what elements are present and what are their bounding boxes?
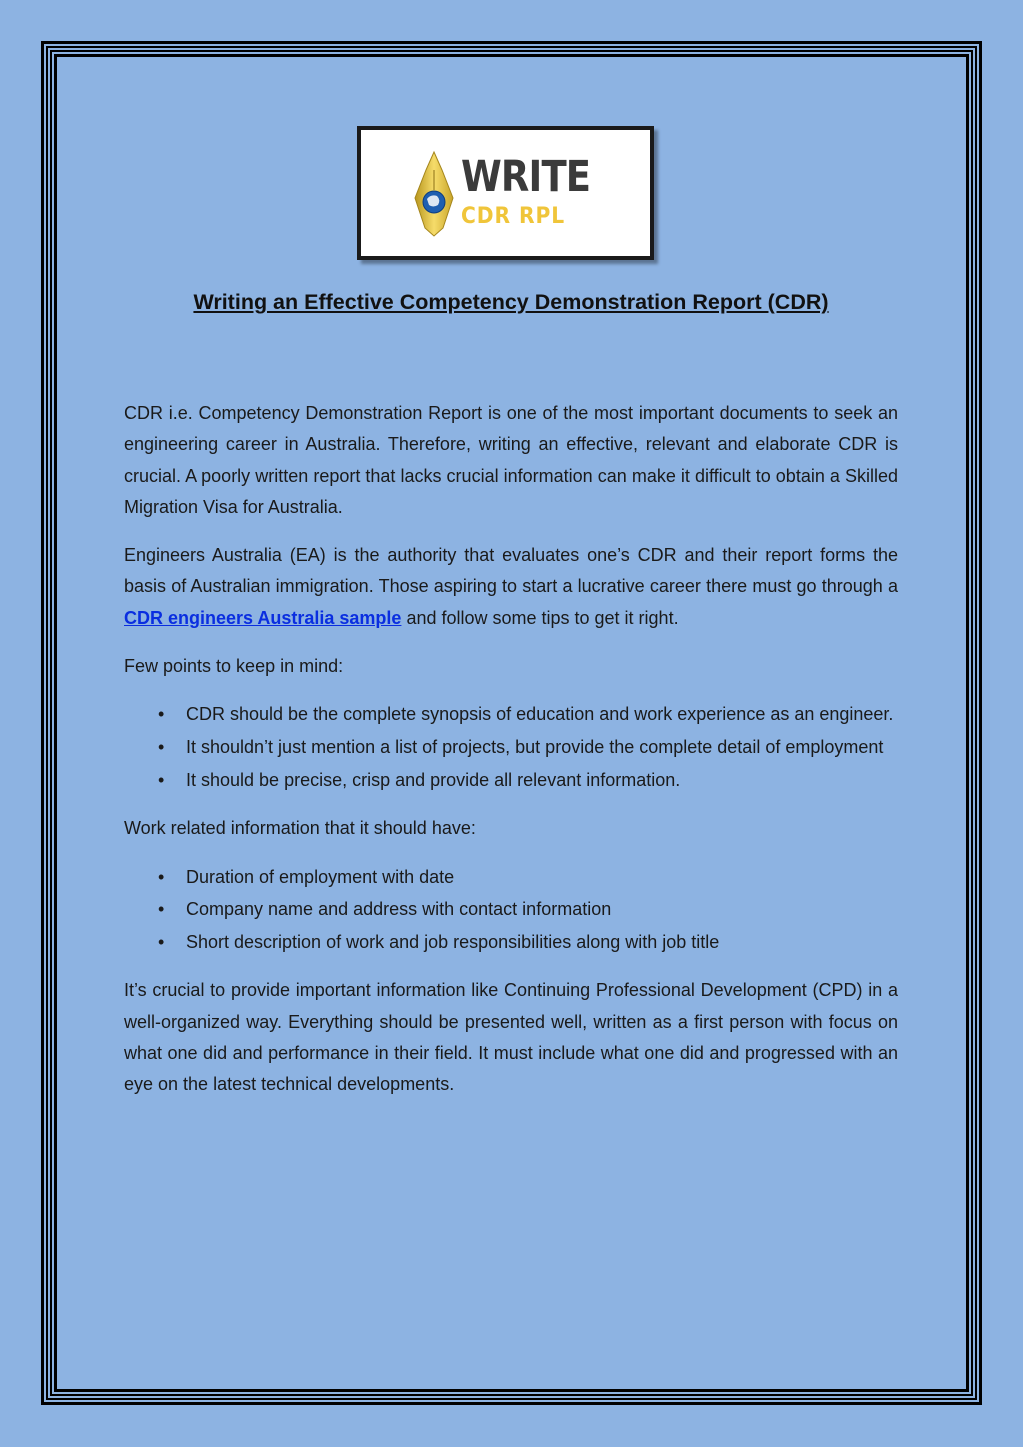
list-item: [124, 927, 898, 958]
work-list: [124, 862, 898, 959]
points-heading: Few points to keep in mind:: [124, 656, 344, 677]
list-item-text: It should be precise, crisp and provide all relevant information.: [186, 769, 681, 790]
ea-paragraph-text-after: and follow some tips to get it right.: [401, 607, 679, 628]
bullet-icon: •: [158, 866, 165, 887]
ea-paragraph-text-before: Engineers Australia (EA) is the authority that evaluates one’s CDR and their report forms the basis of Australian immigration. Those aspiring to start a lucrative career there must go through a: [124, 545, 898, 597]
list-item: [124, 894, 898, 925]
intro-paragraph: CDR i.e. Competency Demonstration Report is one of the most important documents to seek an engineering career in Australia. Therefore, writing an effective, relevant and elaborate CDR is crucial. A poorly written report that lacks crucial information can make it difficult to obtain a Skilled Migration Visa for Australia.: [124, 403, 898, 517]
work-heading: Work related information that it should have:: [124, 818, 476, 839]
document-body: [124, 398, 898, 1118]
company-logo: [357, 126, 654, 260]
points-list: [124, 699, 898, 796]
list-item-text: Duration of employment with date: [186, 866, 455, 887]
ea-paragraph: [124, 540, 898, 634]
list-item-text: CDR should be the complete synopsis of education and work experience as an engineer.: [186, 704, 894, 725]
pen-nib-globe-icon: [409, 150, 459, 238]
logo-text-cdr-rpl: CDR RPL: [461, 204, 566, 229]
cdr-sample-link[interactable]: CDR engineers Australia sample: [124, 607, 402, 628]
list-item-text: Company name and address with contact information: [186, 899, 612, 920]
list-item: [124, 732, 898, 763]
list-item: [124, 699, 898, 730]
list-item-text: It shouldn’t just mention a list of projects, but provide the complete detail of employment: [186, 737, 884, 758]
bullet-icon: •: [158, 737, 165, 758]
document-title: Writing an Effective Competency Demonstration Report (CDR): [193, 290, 829, 314]
list-item: [124, 765, 898, 796]
bullet-icon: •: [158, 932, 165, 953]
bullet-icon: •: [158, 769, 165, 790]
closing-paragraph: It’s crucial to provide important information like Continuing Professional Development (CPD) in a well-organized way. Everything should be presented well, written as a first person with focus on what one did and performance in their field. It must include what one did and progressed with an eye on the latest technical developments.: [124, 980, 898, 1095]
list-item: [124, 862, 898, 893]
list-item-text: Short description of work and job responsibilities along with job title: [186, 932, 720, 953]
bullet-icon: •: [158, 899, 165, 920]
bullet-icon: •: [158, 704, 165, 725]
logo-text-write: WRITE: [461, 152, 591, 202]
